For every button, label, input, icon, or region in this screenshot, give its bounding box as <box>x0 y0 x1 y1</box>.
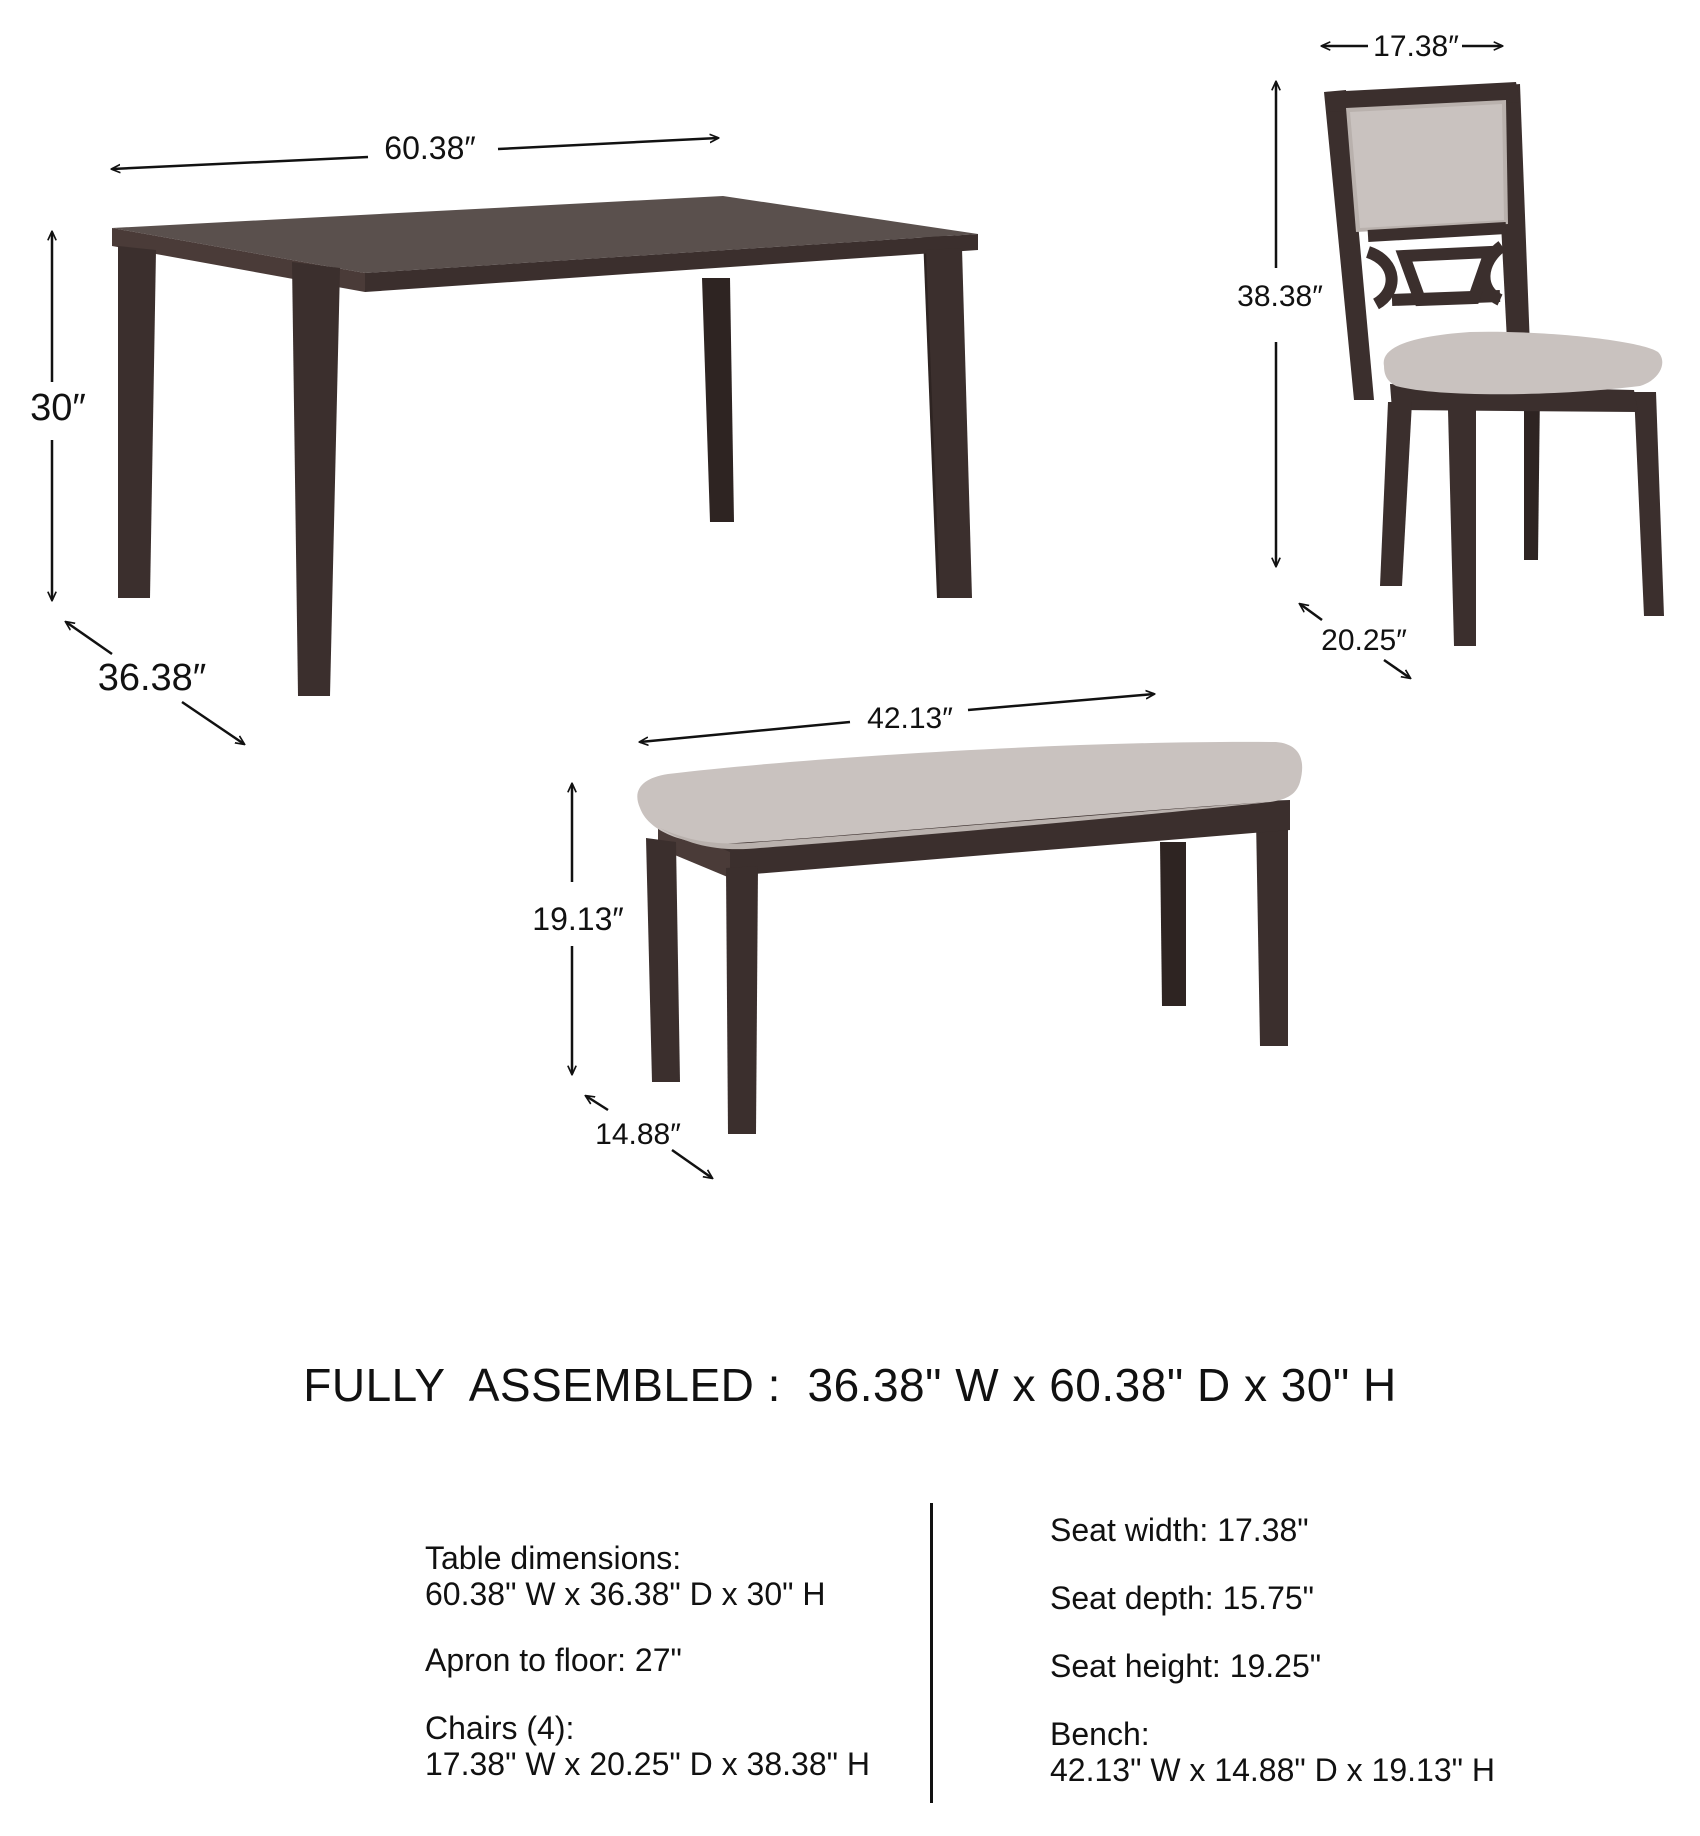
table-dimensions-value: 60.38" W x 36.38" D x 30" H <box>425 1576 826 1612</box>
table-width-dimension <box>112 130 718 169</box>
table-illustration <box>112 196 978 696</box>
chair-height-label: 38.38″ <box>1237 280 1323 313</box>
chairs-label: Chairs (4): <box>425 1710 575 1746</box>
chair-height-dimension <box>1237 82 1323 566</box>
bench-value: 42.13" W x 14.88" D x 19.13" H <box>1050 1752 1495 1788</box>
bench-label: Bench: <box>1050 1716 1150 1752</box>
bench-depth-label: 14.88″ <box>595 1118 681 1151</box>
bench-height-label: 19.13″ <box>532 901 624 937</box>
chair-width-label: 17.38″ <box>1373 30 1459 63</box>
column-divider <box>930 1503 933 1803</box>
chair-width-dimension <box>1322 30 1502 63</box>
chair-depth-dimension <box>1300 604 1410 678</box>
table-height-label: 30″ <box>30 387 86 429</box>
bench-height-dimension <box>532 784 623 1074</box>
bench-width-dimension <box>640 694 1154 742</box>
seat-height: Seat height: 19.25" <box>1050 1648 1322 1684</box>
table-depth-dimension <box>66 622 244 744</box>
table-width-label: 60.38″ <box>384 130 476 166</box>
bench-width-label: 42.13″ <box>867 702 953 735</box>
chair-depth-label: 20.25″ <box>1321 624 1407 657</box>
seat-width: Seat width: 17.38" <box>1050 1512 1309 1548</box>
bench-depth-dimension <box>586 1096 712 1178</box>
table-dimensions-label: Table dimensions: <box>425 1540 682 1576</box>
seat-depth: Seat depth: 15.75" <box>1050 1580 1315 1616</box>
bench-illustration <box>637 742 1302 1134</box>
chairs-value: 17.38" W x 20.25" D x 38.38" H <box>425 1746 870 1782</box>
table-depth-label: 36.38″ <box>97 657 207 699</box>
table-height-dimension <box>30 232 86 600</box>
chair-illustration <box>1324 82 1664 646</box>
fully-assembled-heading: FULLY ASSEMBLED : 36.38" W x 60.38" D x 30" H <box>303 1359 1397 1411</box>
apron-to-floor: Apron to floor: 27" <box>425 1642 682 1678</box>
